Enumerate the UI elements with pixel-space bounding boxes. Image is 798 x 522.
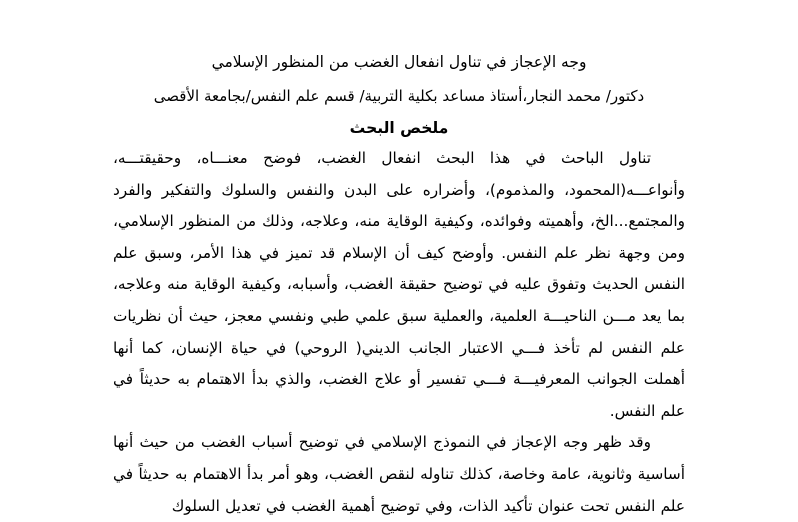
author-affiliation-line: دكتور/ محمد النجار،أستاذ مساعد بكلية التربية/ قسم علم النفس/بجامعة الأقصى — [153, 87, 645, 105]
abstract-paragraph-1: تناول الباحث في هذا البحث انفعال الغضب، فوضح معنـــاه، وحقيقتـــه، وأنواعـــه(المحمود، والمذموم)، وأضراره على البدن والنفس والسلوك والتفكير والفرد والمجتمع...الخ، وأهميته وفوائده، وكيفية الوقاية منه، وعلاجه، وذلك من المنظور الإسلامي، ومن وجهة نظر علم النفس. وأوضح كيف أن الإسلام قد تميز في هذا الأمر، وسبق علم النفس الحديث وتفوق عليه في توضيح حقيقة الغضب، وأسبابه، وكيفية الوقاية منه وعلاجه، بما يعد مـــن الناحيـــة العلمية، والعملية سبق علمي طبي ونفسي معجز، حيث أن نظريات علم النفس لم تأخذ فـــي الاعتبار الجانب الديني( الروحي) في حياة الإنسان، كما أنها أهملت الجوانب المعرفيـــة فـــي تفسير أو علاج الغضب، والذي بدأ الاهتمام به حديثاً في علم النفس. — [113, 149, 685, 420]
page-title: وجه الإعجاز في تناول انفعال الغضب من المنظور الإسلامي — [211, 53, 587, 71]
abstract-paragraph-2: وقد ظهر وجه الإعجاز في النموذج الإسلامي في توضيح أسباب الغضب من حيث أنها أساسية وثانوية، عامة وخاصة، كذلك تناوله لنقص الغضب، وهو أمر بدأ الاهتمام به حديثاً في علم النفس تحت عنوان تأكيد الذات، وفي توضيح أهمية الغضب في تعديل السلوك — [113, 433, 685, 515]
section-heading-abstract: ملخص البحث — [349, 119, 449, 137]
document-body — [113, 0, 685, 522]
